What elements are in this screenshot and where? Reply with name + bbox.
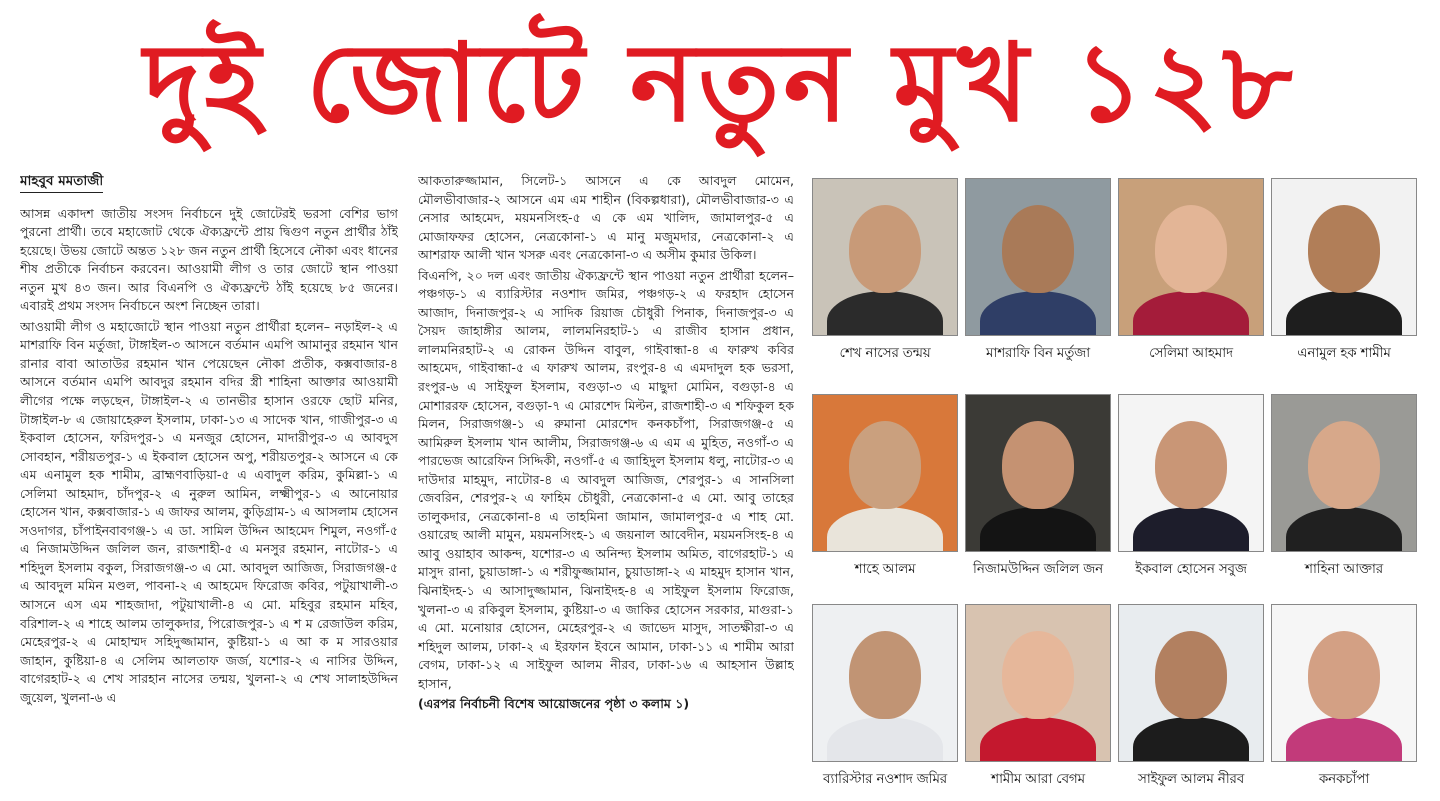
candidate-photo [1118, 178, 1264, 336]
photo-figure-head [1308, 631, 1380, 719]
candidate-photo [1118, 394, 1264, 552]
candidate-caption: মাশরাফি বিন মর্তুজা [986, 345, 1090, 361]
candidate-caption: শেখ নাসের তন্ময় [839, 345, 931, 361]
photo-figure-head [849, 631, 921, 719]
paragraph: আসন্ন একাদশ জাতীয় সংসদ নির্বাচনে দুই জোটেরই ভরসা বেশির ভাগ পুরনো প্রার্থী। তবে মহাজোট থেকে ঐক্যফ্রন্টে প্রায় দ্বিগুণ নতুন প্রার্থীর ঠাঁই হয়েছে। উভয় জোটে অন্তত ১২৮ জন নতুন প্রার্থী হিসেবে নৌকা এবং ধানের শীষ প্রতীকে নির্বাচন করবেন। আওয়ামী লীগ ও তার জোটে স্থান পাওয়া নতুন মুখ ৪৩ জন। আর বিএনপি ও ঐক্যফ্রন্টে ঠাঁই হয়েছে ৮৫ জনের। এবারই প্রথম সংসদ নির্বাচনে অংশ নিচ্ছেন তারা। [20, 205, 398, 314]
photo-figure-head [1155, 421, 1227, 509]
candidate-caption: কনকচাঁপা [1318, 771, 1370, 787]
candidate-card [1271, 178, 1417, 365]
photo-figure-body [1286, 717, 1402, 762]
photo-figure-body [980, 507, 1096, 552]
candidate-caption: এনামুল হক শামীম [1297, 345, 1391, 361]
candidate-photo-grid [812, 176, 1432, 796]
byline: মাহবুব মমতাজী [20, 172, 103, 193]
photo-figure-body [1133, 291, 1249, 336]
candidate-caption: ইকবাল হোসেন সবুজ [1135, 561, 1247, 577]
photo-figure-body [1133, 717, 1249, 762]
candidate-caption: সেলিমা আহমাদ [1149, 345, 1233, 361]
candidate-card [1118, 394, 1264, 581]
candidate-photo [1118, 604, 1264, 762]
candidate-photo [812, 178, 958, 336]
article-column-1 [20, 172, 398, 794]
continued-note: (এরপর নির্বাচনী বিশেষ আয়োজনের পৃষ্ঠা ৩ কলাম ১) [418, 696, 690, 712]
candidate-card [965, 178, 1111, 365]
photo-figure-body [827, 507, 943, 552]
photo-figure-head [849, 421, 921, 509]
photo-figure-body [980, 291, 1096, 336]
photo-figure-head [849, 205, 921, 293]
photo-figure-head [1308, 421, 1380, 509]
candidate-card [965, 604, 1111, 791]
candidate-photo [1271, 394, 1417, 552]
photo-figure-body [1133, 507, 1249, 552]
candidate-caption: শামীম আরা বেগম [991, 771, 1085, 787]
candidate-photo [965, 604, 1111, 762]
photo-figure-head [1155, 205, 1227, 293]
candidate-photo [965, 178, 1111, 336]
candidate-caption: নিজামউদ্দিন জলিল জন [972, 561, 1103, 577]
photo-figure-head [1002, 205, 1074, 293]
photo-figure-body [827, 291, 943, 336]
candidate-card [812, 604, 958, 791]
photo-figure-body [827, 717, 943, 762]
article-column-2 [418, 172, 794, 794]
photo-figure-body [980, 717, 1096, 762]
candidate-card [965, 394, 1111, 581]
headline: দুই জোটে নতুন মুখ ১২৮ [143, 21, 1297, 146]
paragraph: আওয়ামী লীগ ও মহাজোটে স্থান পাওয়া নতুন প্রার্থীরা হলেন– নড়াইল-২ এ মাশরাফি বিন মর্তুজা, টাঙ্গাইল-৩ আসনে বর্তমান এমপি আমানুর রহমান খান রানার বাবা আতাউর রহমান খান পেয়েছেন নৌকা প্রতীক, কক্সবাজার-৪ আসনে বর্তমান এমপি আবদুর রহমান বদির স্ত্রী শাহিনা আক্তার আওয়ামী লীগের পক্ষে লড়ছেন, টাঙ্গাইল-২ এ তানভীর হাসান ওরফে ছোট মনির, টাঙ্গাইল-৮ এ জোয়াহেরুল ইসলাম, ঢাকা-১৩ এ সাদেক খান, গাজীপুর-৩ এ ইকবাল হোসেন, ফরিদপুর-১ এ মনজুর হোসেন, মাদারীপুর-৩ এ আবদুস সোবহান, শরীয়তপুর-১ এ ইকবাল হোসেন অপু, শরীয়তপুর-২ আসনে এ কে এম এনামুল হক শামীম, ব্রাহ্মণবাড়িয়া-৫ এ এবাদুল করিম, কুমিল্লা-১ এ সেলিমা আহমাদ, চাঁদপুর-২ এ নুরুল আমিন, লক্ষ্মীপুর-১ এ আনোয়ার হোসেন খান, কক্সবাজার-১ এ জাফর আলম, কুড়িগ্রাম-১ এ আসলাম হোসেন সওদাগর, চাঁপাইনবাবগঞ্জ-১ এ ডা. সামিল উদ্দিন আহমেদ শিমুল, নওগাঁ-৫ এ নিজামউদ্দিন জলিল জন, রাজশাহী-৫ এ মনসুর রহমান, নাটোর-১ এ শহিদুল ইসলাম বকুল, সিরাজগঞ্জ-৩ এ মো. আবদুল আজিজ, সিরাজগঞ্জ-৫ এ আবদুল মমিন মণ্ডল, পাবনা-২ এ আহমেদ ফিরোজ কবির, পটুয়াখালী-৩ আসনে এস এম শাহজাদা, পটুয়াখালী-৪ এ মো. মহিবুর রহমান মহিব, বরিশাল-২ এ শাহে আলম তালুকদার, পিরোজপুর-১ এ শ ম রেজাউল করিম, মেহেরপুর-২ এ মোহাম্মদ সহিদুজ্জামান, কুষ্টিয়া-১ এ আ ক ম সারওয়ার জাহান, কুষ্টিয়া-৪ এ সেলিম আলতাফ জর্জ, যশোর-২ এ নাসির উদ্দিন, বাগেরহাট-২ এ শেখ সারহান নাসের তন্ময়, খুলনা-২ এ শেখ সালাহউদ্দিন জুয়েল, খুলনা-৬ এ [20, 318, 398, 705]
photo-figure-head [1308, 205, 1380, 293]
candidate-photo [965, 394, 1111, 552]
paragraph: বিএনপি, ২০ দল এবং জাতীয় ঐক্যফ্রন্টে স্থান পাওয়া নতুন প্রার্থীরা হলেন– পঞ্চগড়-১ এ ব্যারিস্টার নওশাদ জমির, পঞ্চগড়-২ এ ফরহাদ হোসেন আজাদ, দিনাজপুর-২ এ সাদিক রিয়াজ চৌধুরী পিনাক, দিনাজপুর-৩ এ সৈয়দ জাহাঙ্গীর আলম, লালমনিরহাট-১ এ রাজীব হাসান প্রধান, লালমনিরহাট-২ এ রোকন উদ্দিন বাবুল, গাইবান্ধা-৪ এ ফারুখ কবির আহমেদ, গাইবান্ধা-৫ এ ফারুখ আলম, রংপুর-৪ এ এমদাদুল হক ভরসা, রংপুর-৬ এ সাইফুল ইসলাম, বগুড়া-৩ এ মাছুদা মোমিন, বগুড়া-৪ এ মোশাররফ হোসেন, বগুড়া-৭ এ মোরশেদ মিল্টন, রাজশাহী-৩ এ শফিকুল হক মিলন, সিরাজগঞ্জ-১ এ রুমানা মোরশেদ কনকচাঁপা, সিরাজগঞ্জ-৫ এ আমিরুল ইসলাম খান আলীম, সিরাজগঞ্জ-৬ এ এম এ মুহিত, নওগাঁ-৩ এ পারভেজ আরেফিন সিদ্দিকী, নওগাঁ-৫ এ জাহিদুল ইসলাম ধলু, নাটোর-৩ এ দাউদার মাহমুদ, নাটোর-৪ এ আবদুল আজিজ, শেরপুর-১ এ সানসিলা জেবরিন, শেরপুর-২ এ ফাহিম চৌধুরী, নেত্রকোনা-৫ এ মো. আবু তাহের তালুকদার, নেত্রকোনা-৪ এ তাহমিনা জামান, জামালপুর-৫ এ শাহ মো. ওয়ারেছ আলী মামুন, ময়মনসিংহ-১ এ জয়নাল আবেদীন, ময়মনসিংহ-৪ এ আবু ওয়াহাব আকন্দ, যশোর-৩ এ অনিন্দ্য ইসলাম অমিত, বাগেরহাট-১ এ মাসুদ রানা, চুয়াডাঙ্গা-১ এ শরীফুজ্জামান, চুয়াডাঙ্গা-২ এ মাহমুদ হাসান খান, ঝিনাইদহ-১ এ আসাদুজ্জামান, ঝিনাইদহ-৪ এ সাইফুল ইসলাম ফিরোজ, খুলনা-৩ এ রকিবুল ইসলাম, কুষ্টিয়া-৩ এ জাকির হোসেন সরকার, মাগুরা-১ এ মো. মনোয়ার হোসেন, মেহেরপুর-২ এ জাভেদ মাসুদ, সাতক্ষীরা-৩ এ শহিদুল আলম, ঢাকা-২ এ ইরফান ইবনে আমান, ঢাকা-১১ এ শামীম আরা বেগম, ঢাকা-১২ এ সাইফুল আলম নীরব, ঢাকা-১৬ এ আহসান উল্লাহ হাসান, [418, 267, 794, 691]
photo-figure-head [1002, 631, 1074, 719]
candidate-card [812, 178, 958, 365]
candidate-caption: শাহিনা আক্তার [1305, 561, 1383, 577]
candidate-photo [812, 394, 958, 552]
photo-figure-head [1155, 631, 1227, 719]
photo-figure-body [1286, 507, 1402, 552]
candidate-card [1271, 394, 1417, 581]
candidate-card [812, 394, 958, 581]
photo-figure-head [1002, 421, 1074, 509]
candidate-caption: সাইফুল আলম নীরব [1137, 771, 1245, 787]
candidate-photo [1271, 178, 1417, 336]
candidate-photo [1271, 604, 1417, 762]
photo-figure-body [1286, 291, 1402, 336]
candidate-card [1118, 604, 1264, 791]
candidate-caption: ব্যারিস্টার নওশাদ জমির [822, 771, 948, 787]
candidate-card [1271, 604, 1417, 791]
paragraph: আকতারুজ্জামান, সিলেট-১ আসনে এ কে আবদুল মোমেন, মৌলভীবাজার-২ আসনে এম এম শাহীন (বিকল্পধারা), মৌলভীবাজার-৩ এ নেসার আহমেদ, ময়মনসিংহ-৫ এ কে এম খালিদ, জামালপুর-৫ এ মোজাফফর হোসেন, নেত্রকোনা-১ এ মানু মজুমদার, নেত্রকোনা-২ এ আশরাফ আলী খান খসরু এবং নেত্রকোনা-৩ এ অসীম কুমার উকিল। [418, 173, 794, 263]
candidate-card [1118, 178, 1264, 365]
candidate-caption: শাহে আলম [854, 561, 916, 577]
candidate-photo [812, 604, 958, 762]
